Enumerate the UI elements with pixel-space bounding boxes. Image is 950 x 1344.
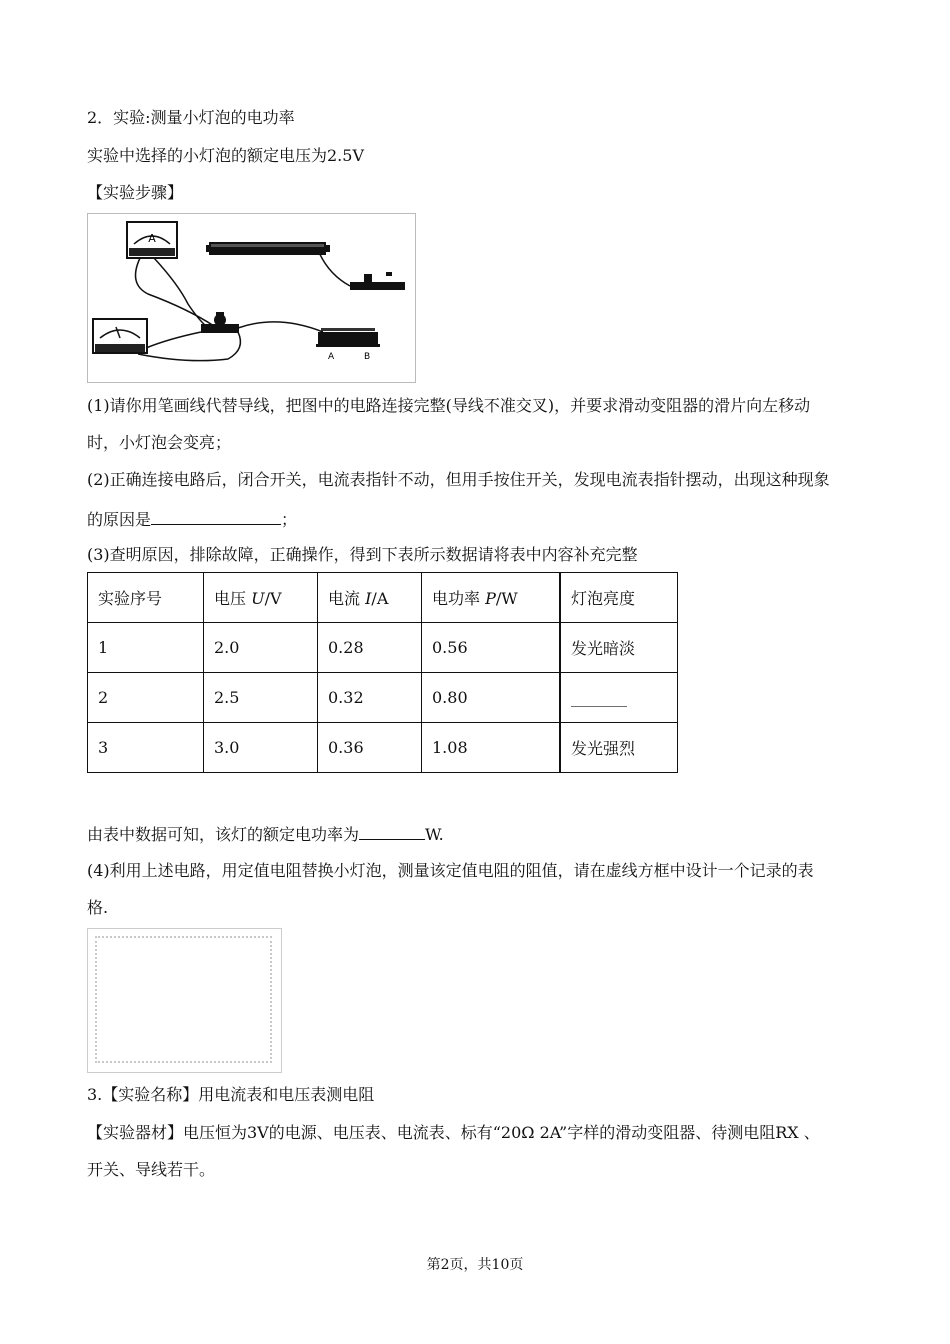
table-header-row — [88, 573, 678, 623]
rated-power-suffix: W. — [425, 825, 444, 844]
cell-trial-no: 1 — [88, 623, 204, 673]
circuit-diagram — [88, 214, 415, 382]
header-voltage: 电压 U/V — [204, 573, 318, 623]
cell-voltage: 3.0 — [204, 723, 318, 773]
lamp-holder — [201, 312, 239, 333]
answer-blank-rated-power[interactable] — [359, 822, 425, 840]
page-footer: 第2页，共10页 — [426, 1257, 524, 1273]
dashed-answer-box[interactable] — [87, 928, 282, 1073]
cell-current: 0.28 — [318, 623, 422, 673]
section-3-equipment-line2: 开关、导线若干。 — [87, 1160, 216, 1179]
header-trial-no: 实验序号 — [88, 573, 204, 623]
question-2-suffix: ； — [281, 510, 298, 529]
dashed-border — [95, 936, 272, 1063]
circuit-figure — [87, 213, 416, 383]
section-3-title: 3.【实验名称】用电流表和电压表测电阻 — [87, 1085, 375, 1104]
battery-pack — [206, 242, 330, 255]
ammeter-symbol: A — [148, 232, 156, 245]
voltmeter — [93, 319, 147, 353]
steps-title: 【实验步骤】 — [87, 183, 184, 202]
cell-trial-no: 2 — [88, 673, 204, 723]
rheostat-label-b: B — [364, 352, 371, 362]
header-brightness: 灯泡亮度 — [560, 573, 678, 623]
cell-brightness: 发光强烈 — [560, 723, 678, 773]
section-2-heading: 2．实验:测量小灯泡的电功率 — [87, 108, 295, 127]
answer-blank-brightness[interactable]: _______ — [560, 673, 678, 723]
cell-trial-no: 3 — [88, 723, 204, 773]
cell-brightness: 发光暗淡 — [560, 623, 678, 673]
table-row — [88, 723, 678, 773]
rated-power-line — [87, 822, 444, 846]
cell-voltage: 2.5 — [204, 673, 318, 723]
question-1-line1: (1)请你用笔画线代替导线，把图中的电路连接完整(导线不准交叉)，并要求滑动变阻器的滑片向左移动 — [87, 396, 811, 415]
table-row — [88, 673, 678, 723]
question-4-line1: (4)利用上述电路，用定值电阻替换小灯泡，测量该定值电阻的阻值，请在虚线方框中设计一个记录的表 — [87, 861, 814, 880]
question-2-line1: (2)正确连接电路后，闭合开关，电流表指针不动，但用手按住开关，发现电流表指针摆动，出现这种现象 — [87, 470, 830, 489]
rheostat-label-a: A — [328, 352, 335, 362]
data-table — [87, 572, 678, 773]
cell-current: 0.36 — [318, 723, 422, 773]
cell-current: 0.32 — [318, 673, 422, 723]
question-4-line2: 格. — [87, 898, 109, 917]
header-power: 电功率 P/W — [422, 573, 561, 623]
cell-voltage: 2.0 — [204, 623, 318, 673]
switch — [350, 272, 405, 290]
question-3-line: (3)查明原因，排除故障，正确操作，得到下表所示数据请将表中内容补充完整 — [87, 545, 638, 564]
answer-blank-reason[interactable] — [151, 507, 281, 525]
question-2-prefix: 的原因是 — [87, 510, 152, 529]
header-current: 电流 I/A — [318, 573, 422, 623]
intro-text: 实验中选择的小灯泡的额定电压为2.5V — [87, 146, 365, 165]
section-3-equipment-line1: 【实验器材】电压恒为3V的电源、电压表、电流表、标有“20Ω 2A”字样的滑动变阻器、待测电阻RX 、 — [87, 1123, 820, 1142]
rated-power-prefix: 由表中数据可知，该灯的额定电功率为 — [87, 825, 360, 844]
cell-power: 1.08 — [422, 723, 561, 773]
ammeter — [127, 222, 177, 258]
rheostat — [316, 328, 380, 362]
question-2-line2 — [87, 507, 297, 531]
question-1-line2: 时，小灯泡会变亮； — [87, 433, 232, 452]
table-row — [88, 623, 678, 673]
cell-power: 0.56 — [422, 623, 561, 673]
cell-power: 0.80 — [422, 673, 561, 723]
